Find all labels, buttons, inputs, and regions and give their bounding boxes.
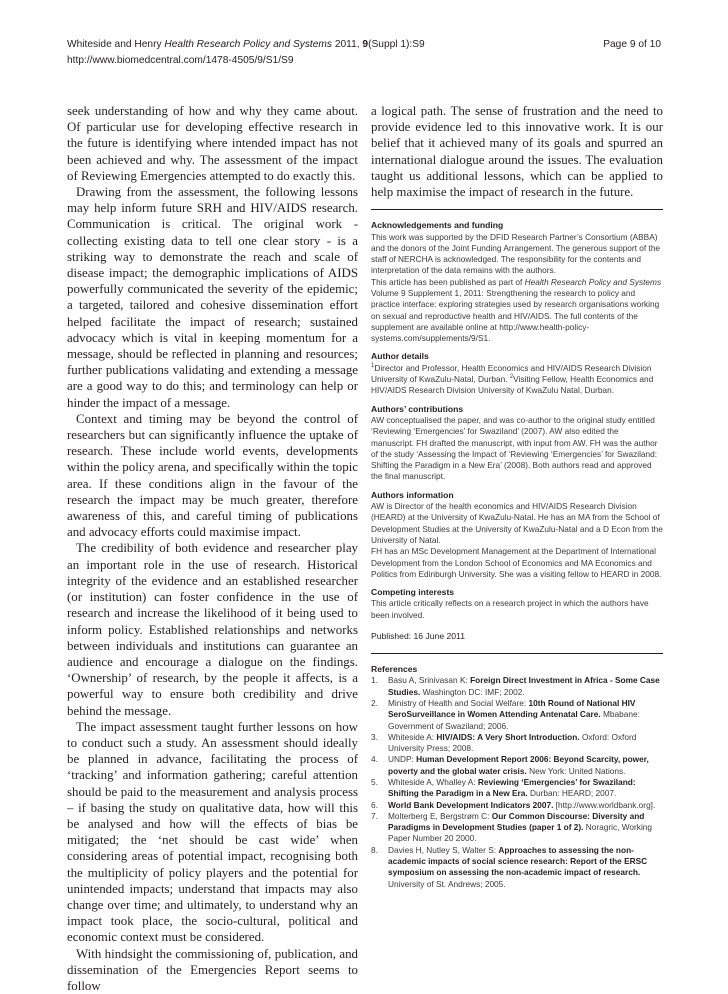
right-column (371, 103, 663, 890)
running-header (67, 37, 661, 69)
reference-citation (388, 732, 663, 755)
acknowledgements-text: This work was supported by the DFID Research Partner’s Consortium (ABBA) and the donors of the Joint Funding Arrangement. The generous support of the staff of NERCHA is acknowledged. The responsibility for the contents and interpretation of the data remains with the authors. (371, 231, 661, 276)
reference-authors: Whiteside A: (388, 731, 437, 742)
body-paragraph: The impact assessment taught further lessons on how to conduct such a study. An assessment should ideally be planned in advance, facilitating the process of ‘tracking’ and information gathering; careful attention should be paid to the measurement and analysis process – if basing the study on qualitative data, how will this be analysed and how will the effects of bias be mitigated; the ‘net should be cast wide’ when considering areas of potential impact, recognising both the multiplicity of policy players and the potential for unintended impacts; understand that impacts may also change over time; and ultimately, to understand why an impact took place, the socio-cultural, political and economic context must be considered. (67, 719, 358, 945)
reference-citation (388, 675, 663, 698)
reference-source: Oxford: Oxford University Press; 2008. (388, 731, 637, 754)
reference-number: 4. (371, 754, 378, 765)
left-column (67, 103, 358, 994)
acknowledgements-heading: Acknowledgements and funding (371, 220, 504, 231)
reference-citation (388, 811, 663, 845)
contributions-heading: Authors’ contributions (371, 403, 464, 414)
acknowledgements-section (371, 220, 663, 344)
authors-information-text: FH has an MSc Development Management at the Department of International Development from the London School of Economics and MA Economics and Politics from Edinburgh University. She was a visiting fellow to HEARD in 2008. (371, 546, 662, 579)
reference-list (371, 675, 663, 890)
reference-number: 2. (371, 697, 378, 708)
reference-source: [http://www.worldbank.org]. (553, 799, 656, 810)
reference-source: Noragric, Working Paper Number 20 2000. (388, 822, 653, 844)
reference-title[interactable]: 10th Round of National HIV SeroSurveillance in Women Attending Antenatal Care. (388, 697, 636, 720)
reference-item (371, 845, 663, 890)
body-paragraph: a logical path. The sense of frustration and the need to provide evidence led to this innovative work. It is our belief that it achieved many of its goals and spurred an international dialogue around the issues. The evaluation taught us additional lessons, which can be applied to help maximise the impact of research in the future. (371, 104, 663, 200)
competing-interests-section (371, 587, 663, 621)
affiliation-marker: 2 (509, 374, 514, 381)
references-section (371, 664, 663, 890)
reference-number: 1. (371, 675, 378, 686)
affiliation-1: Director and Professor, Health Economics and HIV/AIDS Research Division University of KwaZulu-Natal, Durban. (371, 362, 652, 385)
supplement-note-journal: Health Research Policy and Systems (524, 276, 662, 287)
reference-number: 6. (371, 799, 378, 810)
citation-volume: 9 (362, 39, 369, 50)
author-details-section (371, 351, 663, 396)
reference-title[interactable]: Approaches to assessing the non-academic impacts of social science research: Report of the ERSC symposium on assessing the non-academic impact of research. (388, 844, 648, 878)
reference-item (371, 811, 663, 845)
reference-title[interactable]: Foreign Direct Investment in Africa - Some Case Studies. (388, 675, 660, 697)
reference-authors: Whiteside A, Whalley A: (388, 776, 478, 787)
supplement-note-post: Volume 9 Supplement 1, 2011: Strengthening the research to policy and practice interface: exploring strategies used by research organisations working on sexual and reproductive health and HIV/AIDS. The full contents of the supplement are available online at http://www.health-policy-systems.com/supplements/9/S1. (371, 288, 660, 344)
reference-authors: Molterberg E, Bergstrøm C: (388, 810, 492, 821)
reference-citation (388, 800, 663, 811)
reference-item (371, 698, 663, 732)
reference-authors: Ministry of Health and Social Welfare: (388, 697, 529, 708)
body-paragraph: seek understanding of how and why they came about. Of particular use for developing effective research in the future is identifying where intended impact has not been achieved and why. The assessment of the impact of Reviewing Emergencies attempted to do exactly this. (67, 104, 358, 183)
affiliation-2: Visiting Fellow, Health Economics and HIV/AIDS Research Division University of KwaZulu Natal, Durban. (371, 374, 654, 396)
section-divider (371, 209, 663, 210)
reference-source: Durban: HEARD; 2007. (527, 788, 617, 799)
authors-information-heading: Authors information (371, 489, 454, 500)
citation-issue: (Suppl 1):S9 (368, 39, 425, 50)
reference-number: 7. (371, 810, 378, 821)
reference-item (371, 675, 663, 698)
contributions-section (371, 404, 663, 483)
body-paragraph: With hindsight the commissioning of, publication, and dissemination of the Emergencies Report seems to follow (67, 946, 358, 993)
author-details-heading: Author details (371, 351, 429, 362)
reference-citation (388, 698, 663, 732)
reference-title[interactable]: Our Common Discourse: Diversity and Paradigms in Development Studies (paper 1 of 2). (388, 810, 645, 833)
contributions-text: AW conceptualised the paper, and was co-author to the original study entitled ‘Reviewing ‘Emergencies’ for Swaziland’ (2007). AW also edited the manuscript. FH drafted the manuscript, with input from AW. FH was the author of the study ‘Assessing the Impact of ‘Reviewing ‘Emergencies’ for Swaziland: Shifting the Paradigm in a New Era’ (2008). Both authors read and approved the final manuscript. (371, 414, 658, 482)
reference-source: University of St. Andrews; 2005. (388, 878, 506, 889)
author-details-text (371, 363, 663, 397)
reference-number: 8. (371, 844, 378, 855)
authors-information-text: AW is Director of the health economics and HIV/AIDS Research Division (HEARD) at the University of KwaZulu-Natal. He has an MA from the School of Development Studies at the University of KwaZulu-Natal and a D Econ from the University of Natal. (371, 501, 663, 545)
reference-item (371, 777, 663, 800)
reference-citation (388, 777, 663, 800)
citation-authors: Whiteside and Henry (67, 39, 165, 50)
affiliation-marker: 1 (371, 363, 375, 370)
citation-line (67, 37, 661, 53)
reference-title[interactable]: World Bank Development Indicators 2007. (388, 799, 554, 810)
competing-interests-heading: Competing interests (371, 587, 455, 598)
reference-authors: UNDP: (388, 754, 417, 765)
reference-number: 3. (371, 731, 378, 742)
reference-source: Mbabane: Government of Swaziland; 2006. (388, 709, 640, 731)
body-paragraph: Context and timing may be beyond the control of researchers but can significantly influence the uptake of research. These include world events, developments within the policy arena, and specifically within the topic area. If these conditions align in the favour of the research the impact may be much greater, therefore awareness of this, and careful timing of publications and advocacy efforts could maximise impact. (67, 411, 358, 540)
body-paragraph: Drawing from the assessment, the following lessons may help inform future SRH and HIV/AIDS research. Communication is critical. The original work - collecting existing data to tell one clear story - is a striking way to demonstrate the reach and scale of disease impact; the demographic implications of AIDS powerfully communicated the severity of the epidemic; a targeted, tailored and cohesive dissemination effort helped facilitate the impact of research; sustained advocacy which is vital in keeping momentum for a message, should be reflected in planning and resources; further publications validating and extending a message are a good way to do this; and terminology can help or hinder the impact of a message. (67, 185, 358, 410)
reference-number: 5. (371, 776, 378, 787)
reference-item (371, 754, 663, 777)
reference-source: New York: United Nations. (526, 765, 626, 776)
article-url[interactable]: http://www.biomedcentral.com/1478-4505/9/S1/S9 (67, 55, 294, 66)
supplement-note-pre: This article has been published as part of (371, 276, 525, 287)
reference-title[interactable]: HIV/AIDS: A Very Short Introduction. (436, 731, 580, 742)
section-divider (371, 653, 663, 654)
page-number: Page 9 of 10 (603, 39, 661, 50)
reference-item (371, 732, 663, 755)
reference-citation (388, 754, 663, 777)
citation-year: 2011, (332, 39, 363, 50)
reference-authors: Davies H, Nutley S, Walter S: (388, 844, 499, 855)
citation-journal: Health Research Policy and Systems (164, 39, 333, 50)
references-heading: References (371, 664, 418, 675)
reference-authors: Basu A, Srinivasan K: (388, 675, 471, 686)
supplement-note (371, 277, 663, 345)
body-paragraph: The credibility of both evidence and researcher play an important role in the use of research. Historical integrity of the evidence and an established researcher (or institution) can foster confidence in the use of research and increase the likelihood of it being used to inform policy. Established relationships and networks between individuals and institutions can guarantee an audience and encourage a dialogue on the findings. ‘Ownership’ of research, by the people it affects, is a powerful way to ensure both credibility and drive behind the message. (67, 541, 358, 718)
reference-item (371, 800, 663, 811)
reference-title[interactable]: Reviewing ‘Emergencies’ for Swaziland: Shifting the Paradigm in a New Era. (388, 776, 636, 799)
reference-source: Washington DC: IMF; 2002. (420, 686, 525, 697)
published-date: Published: 16 June 2011 (371, 631, 465, 642)
reference-title[interactable]: Human Development Report 2006: Beyond Scarcity, power, poverty and the global water crisis. (388, 754, 649, 776)
reference-citation (388, 845, 663, 890)
authors-information-section (371, 490, 663, 580)
competing-interests-text: This article critically reflects on a research project in which the authors have been involved. (371, 598, 649, 620)
